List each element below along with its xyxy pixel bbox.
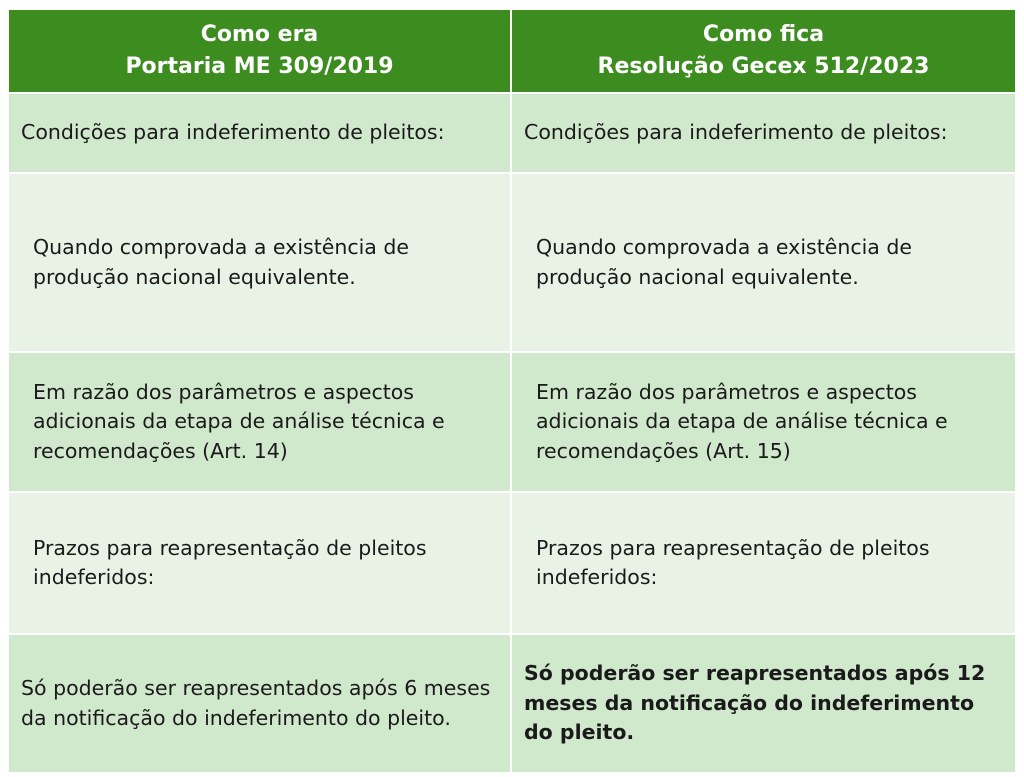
row-4-right-text: Prazos para reapresentação de pleitos indeferidos: — [536, 535, 930, 589]
row-2-right-text: Quando comprovada a existência de produção nacional equivalente. — [536, 235, 913, 289]
row-1-left — [9, 94, 510, 172]
row-2-left — [9, 174, 510, 351]
row-3-right — [512, 353, 1015, 491]
row-4-left-text: Prazos para reapresentação de pleitos indeferidos: — [33, 535, 427, 589]
header-right — [512, 10, 1015, 92]
row-5-right-text: Só poderão ser reapresentados após 12 meses da notificação do indeferimento do pleito. — [524, 661, 986, 745]
header-left — [9, 10, 510, 92]
row-3-right-text: Em razão dos parâmetros e aspectos adicionais da etapa de análise técnica e recomendações (Art. 15) — [536, 379, 948, 463]
header-right-title: Como fica — [702, 22, 825, 47]
row-3-left — [9, 353, 510, 491]
comparison-table — [9, 10, 1015, 772]
row-1-right-text: Condições para indeferimento de pleitos: — [524, 120, 948, 145]
row-5-left — [9, 635, 510, 772]
row-5-left-text: Só poderão ser reapresentados após 6 meses da notificação do indeferimento do pleito. — [21, 676, 491, 730]
row-2-right — [512, 174, 1015, 351]
row-4-left — [9, 493, 510, 633]
header-left-title: Como era — [200, 22, 319, 47]
row-5-right — [512, 635, 1015, 772]
row-1-right — [512, 94, 1015, 172]
row-1-left-text: Condições para indeferimento de pleitos: — [21, 120, 445, 145]
header-right-subtitle: Resolução Gecex 512/2023 — [597, 54, 930, 79]
row-3-left-text: Em razão dos parâmetros e aspectos adicionais da etapa de análise técnica e recomendações (Art. 14) — [33, 379, 445, 463]
row-4-right — [512, 493, 1015, 633]
header-left-subtitle: Portaria ME 309/2019 — [125, 54, 394, 79]
row-2-left-text: Quando comprovada a existência de produção nacional equivalente. — [33, 235, 410, 289]
